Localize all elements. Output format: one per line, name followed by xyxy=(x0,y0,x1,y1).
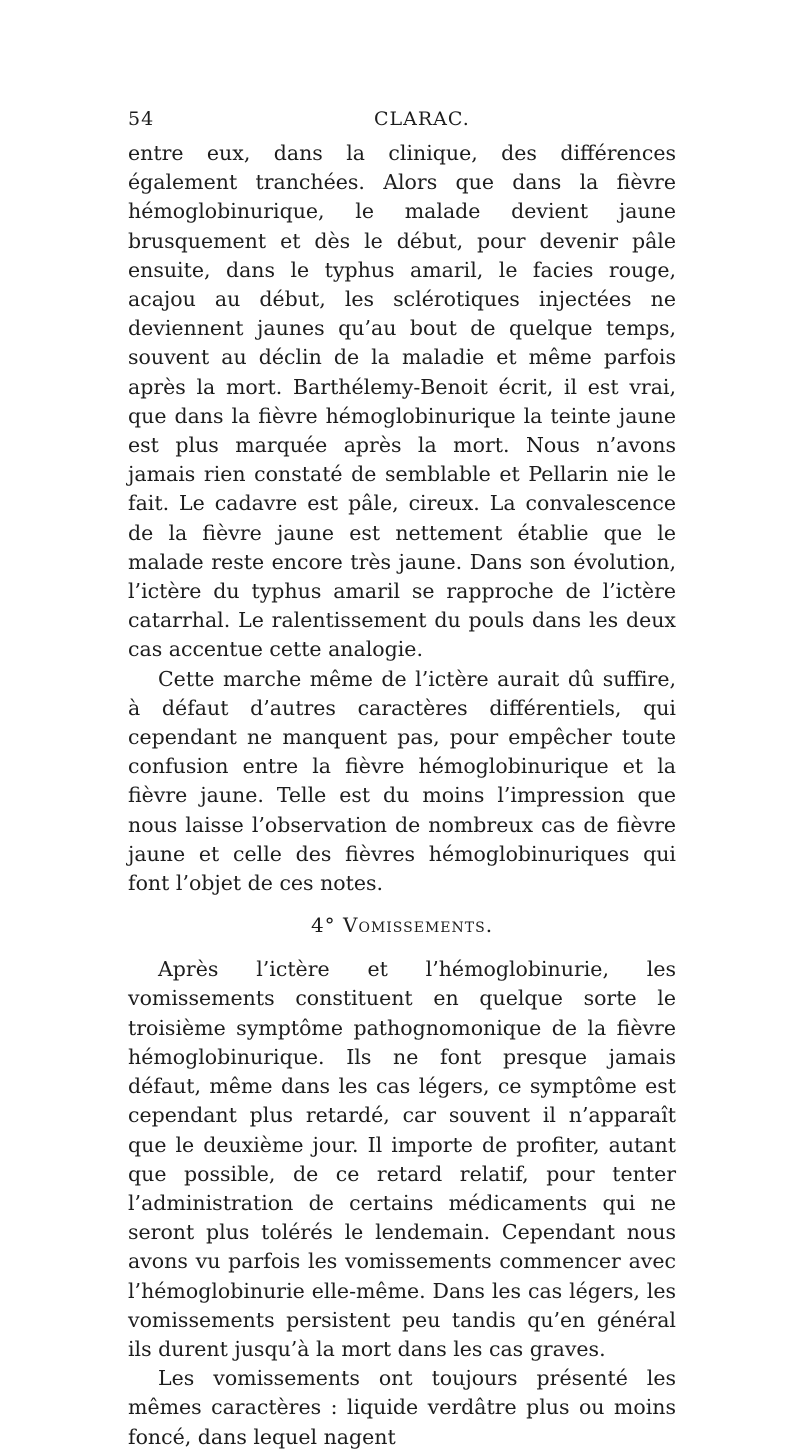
paragraph-vomiting-characteristics: Les vomissements ont toujours présenté les mêmes caractères : liquide verdâtre plus ou moins foncé, dans lequel nagent xyxy=(128,1366,676,1449)
paragraph-continuation: entre eux, dans la clinique, des différences également tranchées. Alors que dans la fièvre hémoglobinurique, le malade devient jaune brusquement et dès le début, pour devenir pâle ensuite, dans le typhus amaril, le facies rouge, acajou au début, les sclérotiques injectées ne deviennent jaunes qu’au bout de quelque temps, souvent au déclin de la maladie et même parfois après la mort. Barthélemy-Benoit écrit, il est vrai, que dans la fièvre hémoglobinurique la teinte jaune est plus marquée après la mort. Nous n’avons jamais rien constaté de semblable et Pellarin nie le fait. Le cadavre est pâle, cireux. La convalescence de la fièvre jaune est nettement établie que le malade reste encore très jaune. Dans son évolution, l’ictère du typhus amaril se rapproche de l’ictère catarrhal. Le ralentissement du pouls dans les deux cas accentue cette analogie. xyxy=(128,141,676,662)
running-head: CLARAC. xyxy=(374,108,470,130)
body-text xyxy=(128,139,676,1452)
paragraph-vomiting-intro: Après l’ictère et l’hémoglobinurie, les vomissements constituent en quelque sorte le troisième symptôme pathognomonique de la fièvre hémoglobinurique. Ils ne font presque jamais défaut, même dans les cas légers, ce symptôme est cependant plus retardé, car souvent il n’apparaît que le deuxième jour. Il importe de profiter, autant que possible, de ce retard relatif, pour tenter l’administration de certains médicaments qui ne seront plus tolérés le lendemain. Cependant nous avons vu parfois les vomissements commencer avec l’hémoglobinurie elle-même. Dans les cas légers, les vomissements persistent peu tandis qu’en général ils durent jusqu’à la mort dans les cas graves. xyxy=(128,957,676,1361)
page-header xyxy=(128,108,676,138)
section-heading: 4° Vomissements. xyxy=(310,913,494,938)
page-number: 54 xyxy=(128,108,155,130)
paragraph-icterus-march: Cette marche même de l’ictère aurait dû suffire, à défaut d’autres caractères différentiels, qui cependant ne manquent pas, pour empêcher toute confusion entre la fièvre hémoglobinurique et la fièvre jaune. Telle est du moins l’impression que nous laisse l’observation de nombreux cas de fièvre jaune et celle des fièvres hémoglobinuriques qui font l’objet de ces notes. xyxy=(128,666,676,896)
